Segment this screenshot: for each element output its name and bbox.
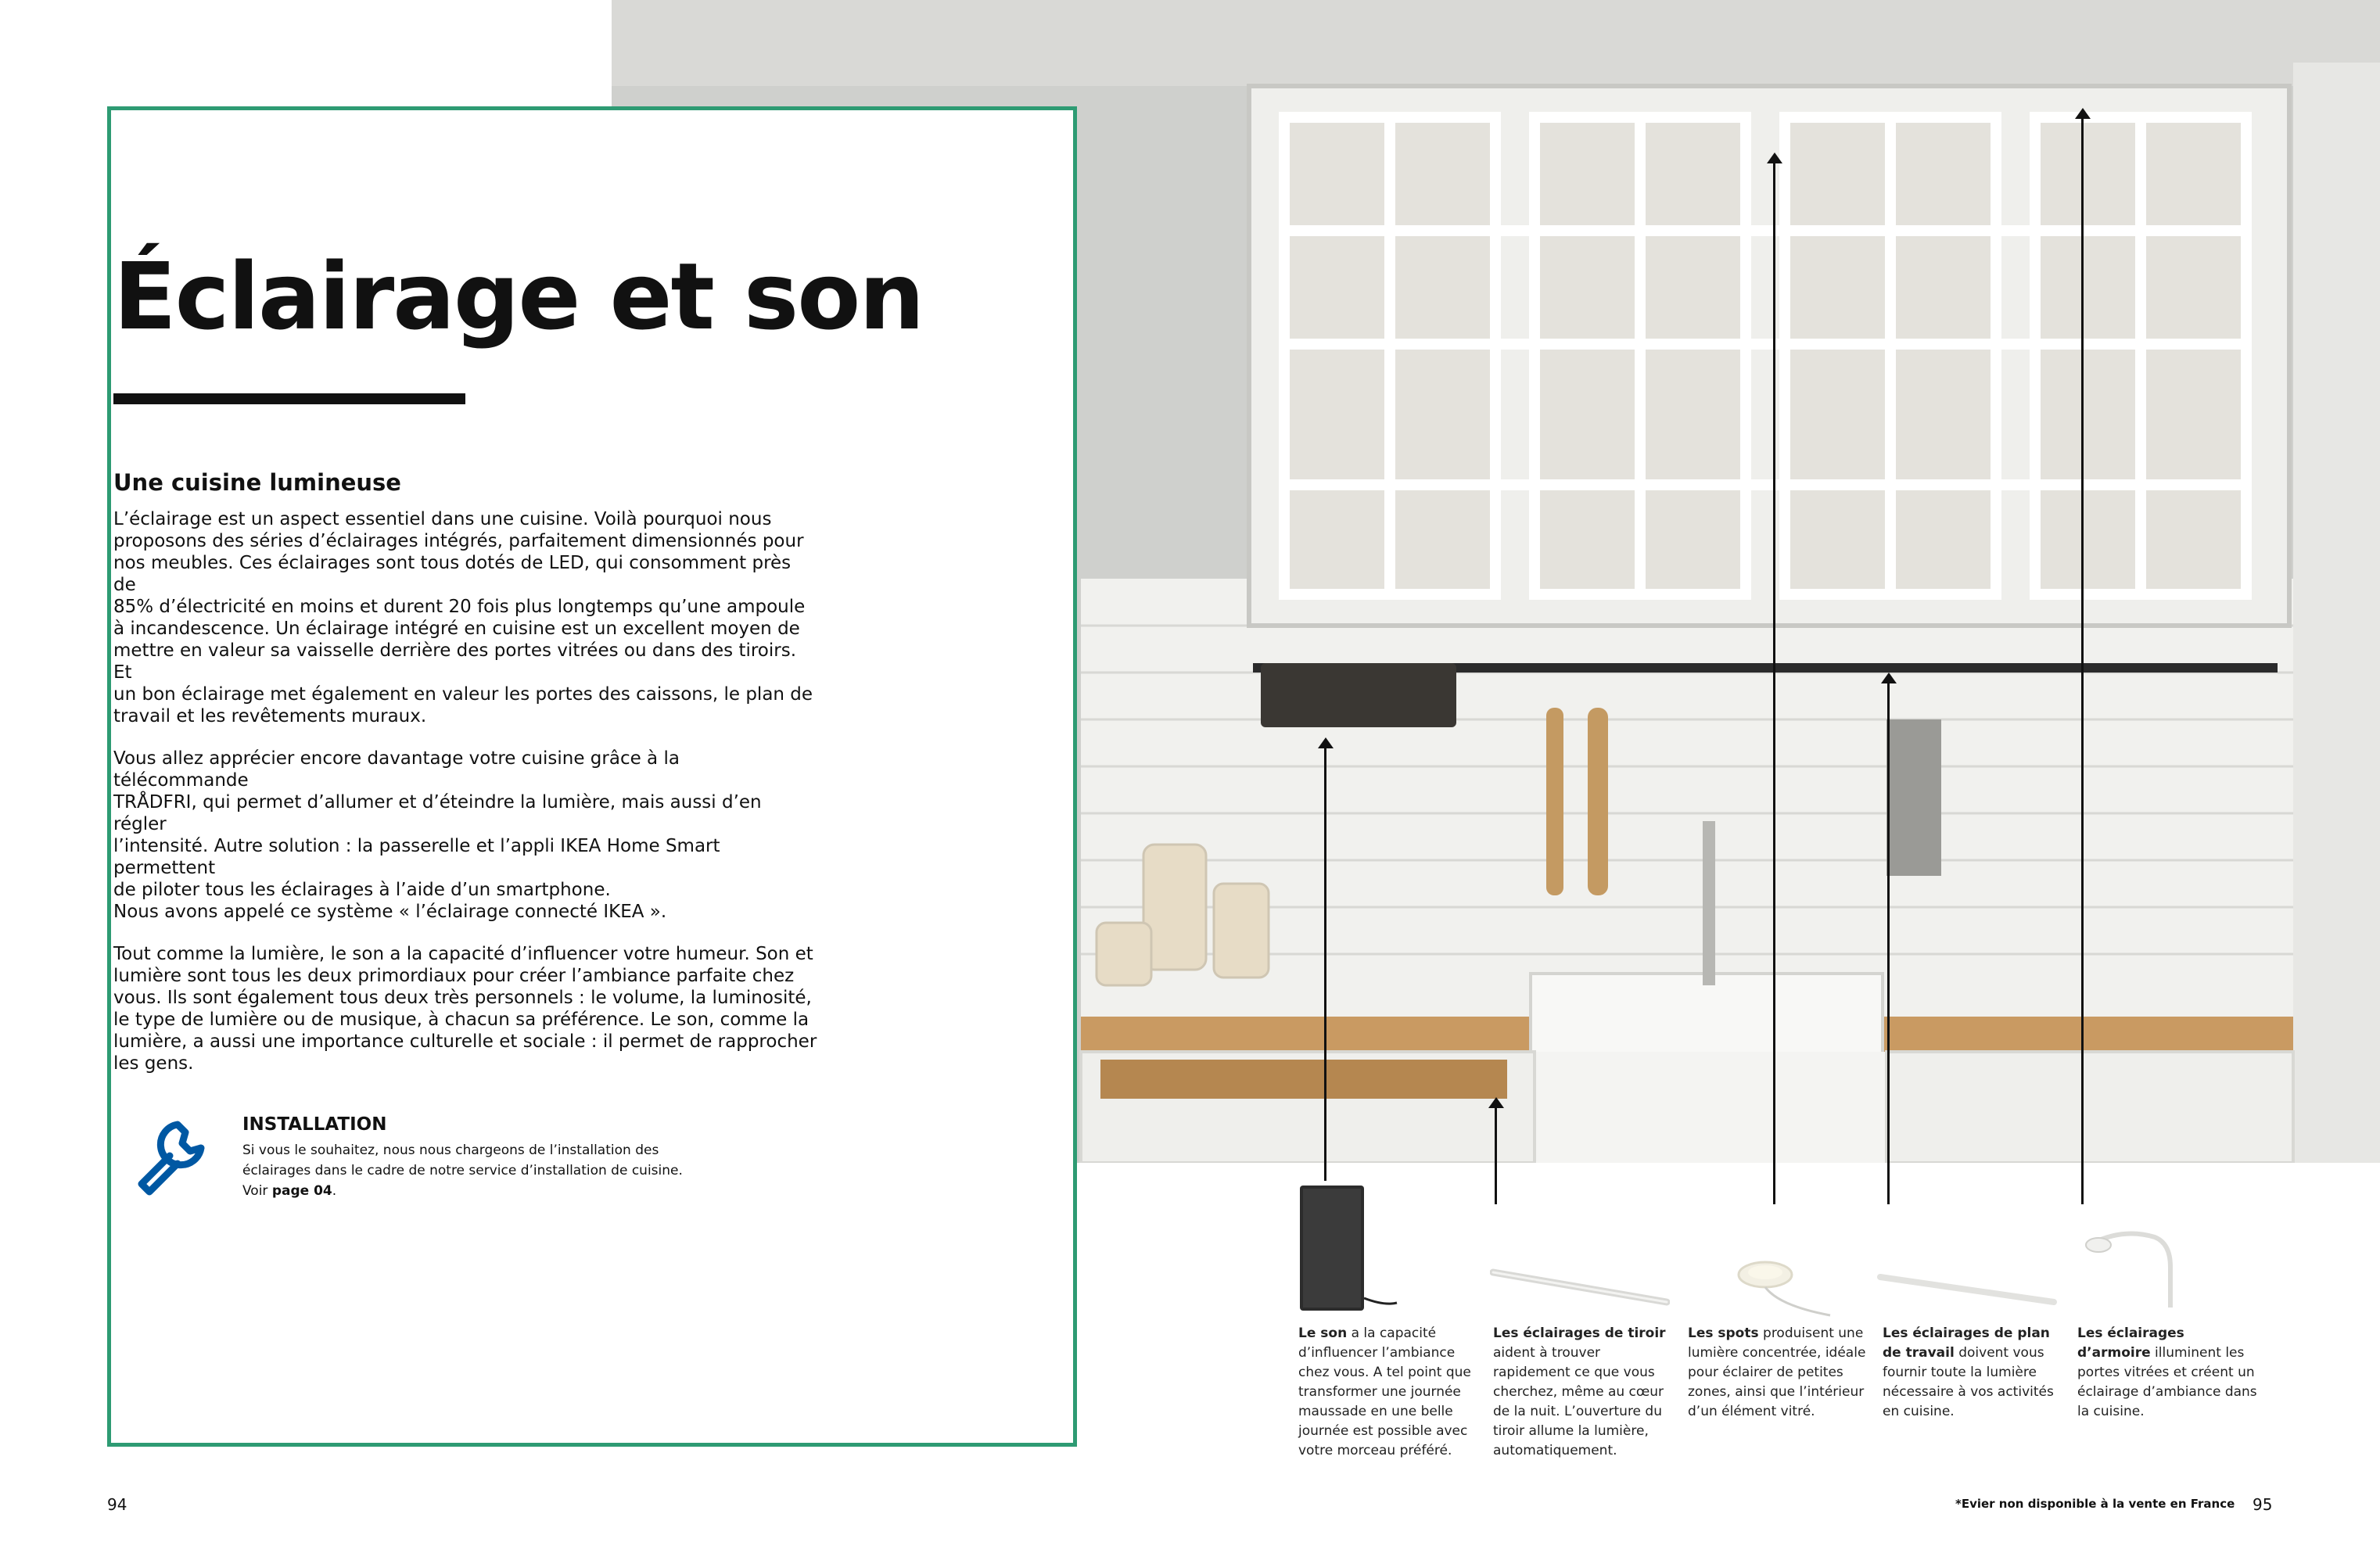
installation-page-link[interactable]: page 04 bbox=[271, 1183, 332, 1199]
spot-light-product-image bbox=[1717, 1251, 1842, 1322]
caption-lead: Les éclairages d’armoire bbox=[2077, 1325, 2184, 1361]
page-title: Éclairage et son bbox=[113, 242, 924, 350]
body-paragraph: Vous allez apprécier encore davantage votre cuisine grâce à la télécommande TRÅDFRI, qui permet d’allumer et d’éteindre la lumière, mais aussi d’en régler l’intensité. Autre solution : la passerelle et l’appli IKEA Home Smart permettent de piloter tous les éclairages à l’aide d’un smartphone. Nous avons appelé ce système « l’éclairage connecté IKEA ». bbox=[113, 748, 762, 922]
body-paragraph: Tout comme la lumière, le son a la capacité d’influencer votre humeur. Son et lumière sont tous les deux primordiaux pour créer l’ambiance parfaite chez vous. Ils sont également tous deux très personnels : le volume, la luminosité, le type de lumière ou de musique, à chacun sa préférence. Le son, comme la lumière, a aussi une importance culturelle et sociale : il permet de rapprocher les gens. bbox=[113, 944, 817, 1074]
wrench-icon bbox=[129, 1110, 215, 1196]
leader-line-speaker bbox=[1324, 747, 1326, 1181]
caption-text: produisent une lumière concentrée, idéale pour éclairer de petites zones, ainsi que l’intérieur d’un élément vitré. bbox=[1688, 1325, 1866, 1419]
caption-worktop-light bbox=[1883, 1324, 2066, 1422]
page-number-left: 94 bbox=[107, 1495, 127, 1514]
body-paragraph: L’éclairage est un aspect essentiel dans une cuisine. Voilà pourquoi nous proposons des séries d’éclairages intégrés, parfaitement dimensionnés pour nos meubles. Ces éclairages sont tous dotés de LED, qui consomment près de 85% d’électricité en moins et durent 20 fois plus longtemps qu’une ampoule à incandescence. Un éclairage intégré en cuisine est un excellent moyen de mettre en valeur sa vaisselle derrière des portes vitrées ou dans des tiroirs. Et un bon éclairage met également en valeur les portes des caissons, le plan de travail et les revêtements muraux. bbox=[113, 509, 813, 726]
caption-lead: Les éclairages de tiroir bbox=[1493, 1325, 1666, 1341]
speaker-product-image bbox=[1291, 1181, 1400, 1318]
installation-title: INSTALLATION bbox=[242, 1114, 387, 1135]
caption-lead: Les spots bbox=[1688, 1325, 1759, 1341]
worktop-light-product-image bbox=[1877, 1271, 2057, 1310]
caption-cabinet-light bbox=[2077, 1324, 2261, 1422]
installation-text bbox=[242, 1140, 790, 1201]
arrow-cabinet bbox=[2075, 108, 2091, 119]
caption-lead: Les éclairages de plan de travail bbox=[1883, 1325, 2050, 1361]
footnote: *Evier non disponible à la vente en France bbox=[1955, 1497, 2235, 1511]
arrow-speaker bbox=[1318, 737, 1334, 748]
section-subheading: Une cuisine lumineuse bbox=[113, 469, 401, 496]
caption-spots bbox=[1688, 1324, 1872, 1422]
cabinet-light-product-image bbox=[2077, 1220, 2217, 1314]
caption-lead: Le son bbox=[1298, 1325, 1348, 1341]
leader-line-drawer bbox=[1495, 1107, 1497, 1204]
installation-end: . bbox=[332, 1183, 337, 1199]
leader-line-worktop bbox=[1887, 682, 1890, 1204]
installation-body: Si vous le souhaitez, nous nous chargeons de l’installation des éclairages dans le cadre de notre service d’installation de cuisine. Voir bbox=[242, 1143, 683, 1199]
caption-text: aident à trouver rapidement ce que vous cherchez, même au cœur de la nuit. L’ouverture du tiroir allume la lumière, automatiquement. bbox=[1493, 1345, 1664, 1458]
caption-speaker bbox=[1298, 1324, 1482, 1461]
body-text bbox=[113, 508, 817, 1095]
arrow-worktop bbox=[1881, 673, 1897, 683]
leader-line-spots bbox=[1773, 162, 1775, 1204]
title-underline bbox=[113, 393, 465, 404]
leader-line-cabinet bbox=[2081, 117, 2084, 1204]
caption-drawer-light bbox=[1493, 1324, 1677, 1461]
arrow-spots bbox=[1767, 152, 1782, 163]
caption-text: illuminent les portes vitrées et créent un éclairage d’ambiance dans la cuisine. bbox=[2077, 1345, 2257, 1419]
page-number-right: 95 bbox=[2253, 1495, 2273, 1514]
arrow-drawer bbox=[1488, 1097, 1504, 1108]
caption-text: a la capacité d’influencer l’ambiance chez vous. A tel point que transformer une journée maussade en une belle journée est possible avec votre morceau préféré. bbox=[1298, 1325, 1471, 1458]
drawer-light-product-image bbox=[1490, 1263, 1670, 1310]
caption-text: doivent vous fournir toute la lumière nécessaire à vos activités en cuisine. bbox=[1883, 1345, 2054, 1419]
